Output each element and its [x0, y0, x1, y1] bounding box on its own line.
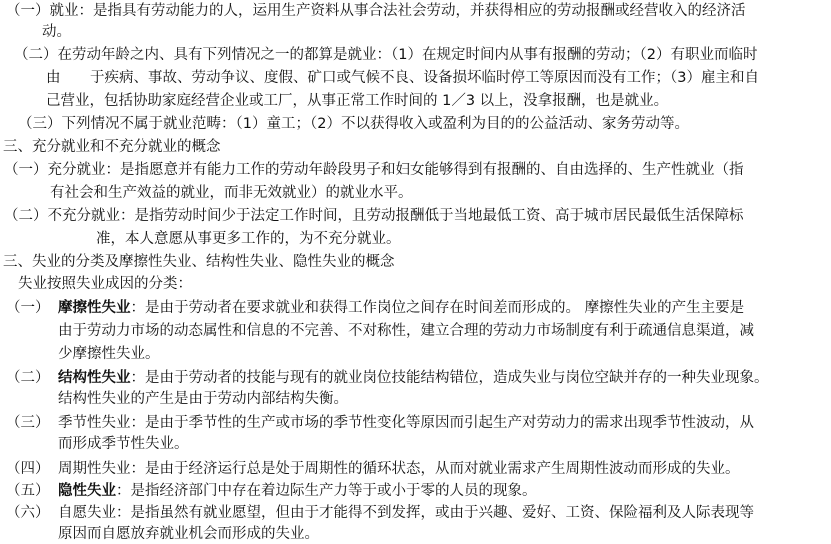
item-text: ：是由于劳动者的技能与现有的就业岗位技能结构错位，造成失业与岗位空缺并存的一种失业现象。 — [130, 370, 769, 386]
employment-p1-line2: 动。 — [42, 24, 71, 40]
item-text: ：是指虽然有就业愿望，但由于才能得不到发挥，或由于兴趣、爱好、工资、保险福利及人际表现等 — [116, 505, 754, 521]
item-text: ：是由于劳动者在要求就业和获得工作岗位之间存在时间差而形成的。 摩擦性失业的产生主要是 — [130, 300, 745, 316]
section-heading-full-employment: 三、充分就业和不充分就业的概念 — [3, 139, 221, 155]
unemployment-item-5-line1 — [6, 481, 537, 501]
unemployment-item-6-line1 — [6, 503, 754, 523]
employment-p2-line2-prefix: 由 — [46, 70, 61, 86]
item-number: （五） — [6, 483, 50, 499]
full-employment-p1-line2: 有社会和生产效益的就业，而非无效就业）的就业水平。 — [50, 185, 413, 201]
unemployment-intro: 失业按照失业成因的分类： — [18, 276, 192, 292]
unemployment-item-2-line1 — [6, 368, 769, 388]
unemployment-item-2-line2: 结构性失业的产生是由于劳动内部结构失衡。 — [58, 391, 348, 407]
item-number: （六） — [6, 505, 50, 521]
employment-p3-line1: （三）下列情况不属于就业范畴：（1）童工；（2）不以获得收入或盈利为目的的公益活动、家务劳动等。 — [18, 116, 689, 132]
employment-p2-line2 — [46, 68, 759, 88]
employment-p2-line2-text: 于疾病、事故、劳动争议、度假、矿口或气候不良、设备损坏临时停工等原因而没有工作；（3）雇主和自 — [90, 70, 759, 86]
unemployment-item-1-line3: 少摩擦性失业。 — [58, 346, 160, 362]
employment-p1-line1: （一）就业：是指具有劳动能力的人，运用生产资料从事合法社会劳动，并获得相应的劳动报酬或经营收入的经济活 — [6, 3, 746, 19]
employment-p2-line3: 己营业，包括协助家庭经营企业或工厂，从事正常工作时间的 1／3 以上，没拿报酬，也是就业。 — [46, 93, 669, 109]
item-term: 摩擦性失业 — [58, 300, 131, 316]
full-employment-p2-line2: 准，本人意愿从事更多工作的，为不充分就业。 — [96, 231, 401, 247]
unemployment-item-1-line2: 由于劳动力市场的动态属性和信息的不完善、不对称性，建立合理的劳动力市场制度有利于疏通信息渠道，减 — [58, 323, 754, 339]
unemployment-item-3-line2: 而形成季节性失业。 — [58, 436, 189, 452]
item-text: ：是由于经济运行总是处于周期性的循环状态，从而对就业需求产生周期性波动而形成的失业。 — [130, 461, 740, 477]
item-term: 周期性失业 — [58, 461, 131, 477]
item-term: 结构性失业 — [58, 370, 131, 386]
item-number: （三） — [6, 415, 50, 431]
unemployment-item-6-line2: 原因而自愿放弃就业机会而形成的失业。 — [58, 526, 319, 542]
unemployment-item-4-line1 — [6, 459, 740, 479]
item-term: 自愿失业 — [58, 505, 116, 521]
item-number: （四） — [6, 461, 50, 477]
employment-p2-line1: （二）在劳动年龄之内、具有下列情况之一的都算是就业：（1）在规定时间内从事有报酬的劳动；（2）有职业而临时 — [14, 47, 758, 63]
unemployment-item-3-line1 — [6, 413, 754, 433]
item-text: ：是由于季节性的生产或市场的季节性变化等原因而引起生产对劳动力的需求出现季节性波动，从 — [130, 415, 754, 431]
item-number: （一） — [6, 300, 50, 316]
item-number: （二） — [6, 370, 50, 386]
item-text: ：是指经济部门中存在着边际生产力等于或小于零的人员的现象。 — [116, 483, 537, 499]
full-employment-p1-line1: （一）充分就业：是指愿意并有能力工作的劳动年龄段男子和妇女能够得到有报酬的、自由选择的、生产性就业（指 — [4, 162, 744, 178]
section-heading-unemployment: 三、失业的分类及摩擦性失业、结构性失业、隐性失业的概念 — [3, 254, 395, 270]
item-term: 隐性失业 — [58, 483, 116, 499]
item-term: 季节性失业 — [58, 415, 131, 431]
full-employment-p2-line1: （二）不充分就业：是指劳动时间少于法定工作时间，且劳动报酬低于当地最低工资、高于城市居民最低生活保障标 — [4, 208, 744, 224]
unemployment-item-1-line1 — [6, 298, 744, 318]
